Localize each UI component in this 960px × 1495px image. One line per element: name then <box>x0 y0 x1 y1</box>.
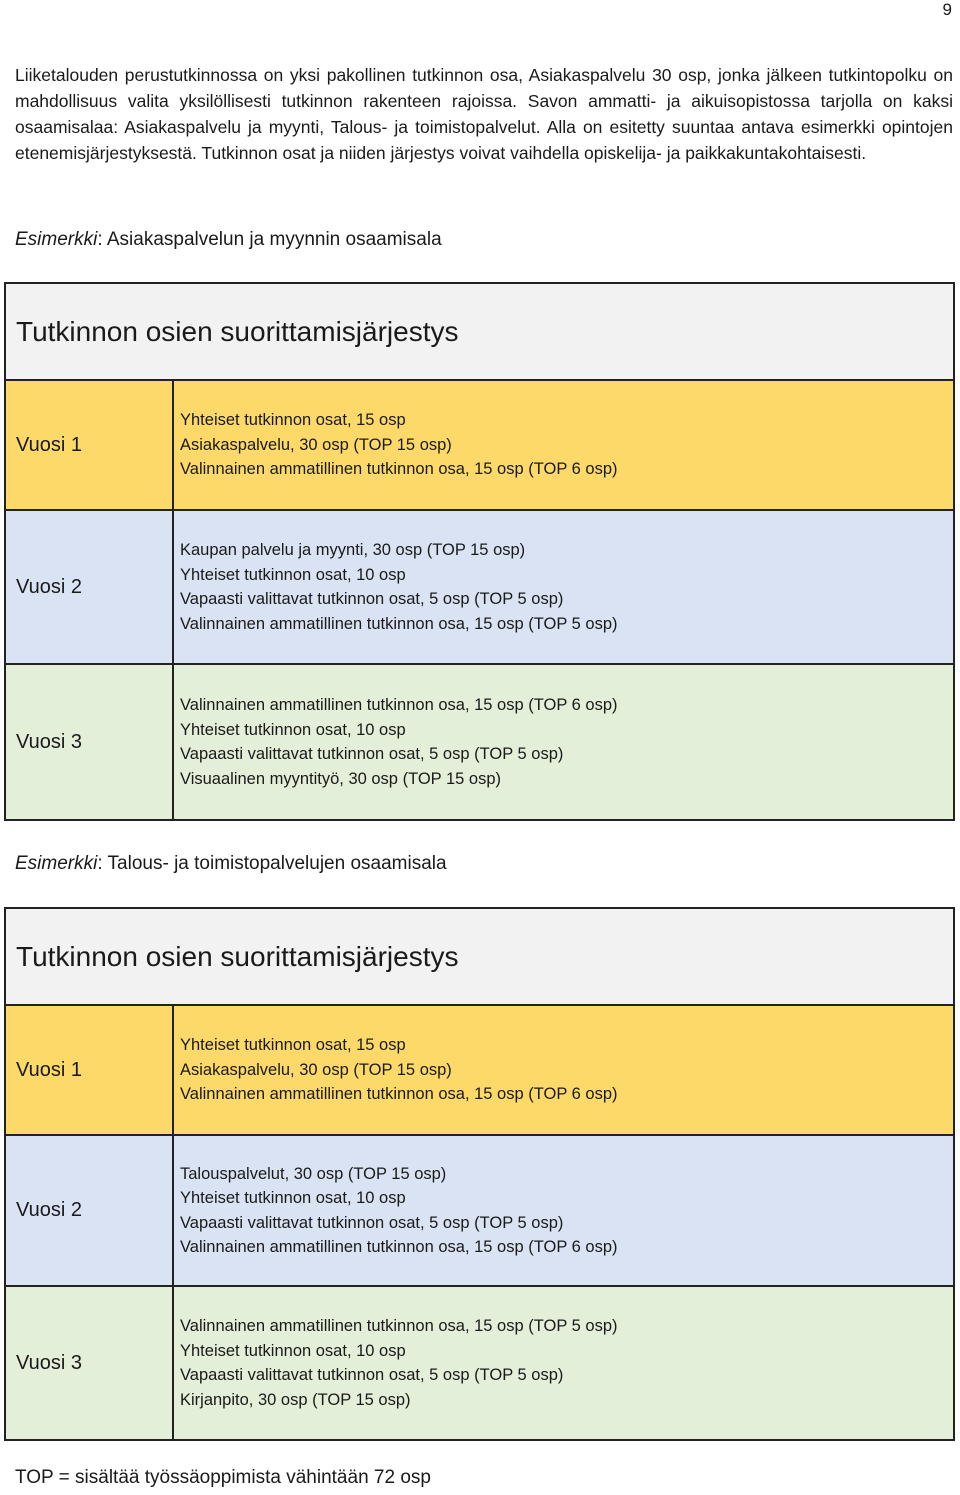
course-item: Valinnainen ammatillinen tutkinnon osa, 15 osp (TOP 6 osp) <box>180 1238 618 1256</box>
course-list <box>174 381 953 509</box>
intro-paragraph: Liiketalouden perustutkinnossa on yksi pakollinen tutkinnon osa, Asiakaspalvelu 30 osp, jonka jälkeen tutkintopolku on mahdollisuus valita yksilöllisesti tutkinnon rakenteen rajoissa. Savon ammatti- ja aikuisopistossa tarjolla on kaksi osaamisalaa: Asiakaspalvelu ja myynti, Talous- ja toimistopalvelut. Alla on esitetty suuntaa antava esimerkki opintojen etenemisjärjestyksestä. Tutkinnon osat ja niiden järjestys voivat vaihdella opiskelija- ja paikkakuntakohtaisesti. <box>15 65 953 163</box>
table-row-year-3 <box>6 665 953 819</box>
course-item: Valinnainen ammatillinen tutkinnon osa, 15 osp (TOP 5 osp) <box>180 1317 618 1335</box>
course-item: Valinnainen ammatillinen tutkinnon osa, 15 osp (TOP 6 osp) <box>180 460 618 479</box>
course-item: Valinnainen ammatillinen tutkinnon osa, 15 osp (TOP 6 osp) <box>180 1085 618 1104</box>
course-list <box>174 1006 953 1134</box>
example-heading: : Talous- ja toimistopalvelujen osaamisala <box>97 853 447 874</box>
table-row-year-3 <box>6 1287 953 1439</box>
course-item: Asiakaspalvelu, 30 osp (TOP 15 osp) <box>180 1060 452 1079</box>
example-title-2 <box>15 853 447 875</box>
page-number: 9 <box>942 0 952 19</box>
course-item: Valinnainen ammatillinen tutkinnon osa, 15 osp (TOP 5 osp) <box>180 614 618 633</box>
table-title: Tutkinnon osien suorittamisjärjestys <box>6 909 953 1006</box>
course-list <box>174 665 953 819</box>
course-item: Vapaasti valittavat tutkinnon osat, 5 osp (TOP 5 osp) <box>180 1366 564 1384</box>
year-label: Vuosi 2 <box>6 1136 174 1285</box>
course-item: Yhteiset tutkinnon osat, 15 osp <box>180 1036 406 1055</box>
course-list <box>174 1136 953 1285</box>
course-item: Yhteiset tutkinnon osat, 10 osp <box>180 1341 406 1360</box>
course-item: Visuaalinen myyntityö, 30 osp (TOP 15 osp) <box>180 769 502 788</box>
year-label: Vuosi 2 <box>6 511 174 663</box>
table-title: Tutkinnon osien suorittamisjärjestys <box>6 284 953 381</box>
table-row-year-1 <box>6 1006 953 1136</box>
footnote: TOP = sisältää työssäoppimista vähintään 72 osp <box>15 1467 431 1488</box>
course-list <box>174 511 953 663</box>
course-item: Asiakaspalvelu, 30 osp (TOP 15 osp) <box>180 435 452 454</box>
year-label: Vuosi 1 <box>6 381 174 509</box>
course-item: Valinnainen ammatillinen tutkinnon osa, 15 osp (TOP 6 osp) <box>180 696 618 714</box>
example-label: Esimerkki <box>15 229 98 250</box>
course-item: Kaupan palvelu ja myynti, 30 osp (TOP 15 osp) <box>180 541 526 559</box>
course-item: Kirjanpito, 30 osp (TOP 15 osp) <box>180 1390 411 1409</box>
course-item: Yhteiset tutkinnon osat, 10 osp <box>180 1189 406 1207</box>
table-row-year-2 <box>6 511 953 665</box>
course-item: Yhteiset tutkinnon osat, 10 osp <box>180 565 406 584</box>
course-item: Vapaasti valittavat tutkinnon osat, 5 osp (TOP 5 osp) <box>180 745 564 763</box>
year-label: Vuosi 1 <box>6 1006 174 1134</box>
year-label: Vuosi 3 <box>6 1287 174 1439</box>
course-item: Vapaasti valittavat tutkinnon osat, 5 osp (TOP 5 osp) <box>180 590 564 608</box>
example-label: Esimerkki <box>15 853 98 874</box>
table-row-year-1 <box>6 381 953 511</box>
example-title-1 <box>15 229 442 251</box>
course-item: Vapaasti valittavat tutkinnon osat, 5 osp (TOP 5 osp) <box>180 1213 564 1232</box>
schedule-table-1 <box>4 282 955 821</box>
course-item: Yhteiset tutkinnon osat, 10 osp <box>180 720 406 739</box>
course-item: Talouspalvelut, 30 osp (TOP 15 osp) <box>180 1164 447 1183</box>
schedule-table-2 <box>4 907 955 1441</box>
year-label: Vuosi 3 <box>6 665 174 819</box>
course-list <box>174 1287 953 1439</box>
table-row-year-2 <box>6 1136 953 1287</box>
example-heading: : Asiakaspalvelun ja myynnin osaamisala <box>97 229 442 250</box>
course-item: Yhteiset tutkinnon osat, 15 osp <box>180 411 406 430</box>
